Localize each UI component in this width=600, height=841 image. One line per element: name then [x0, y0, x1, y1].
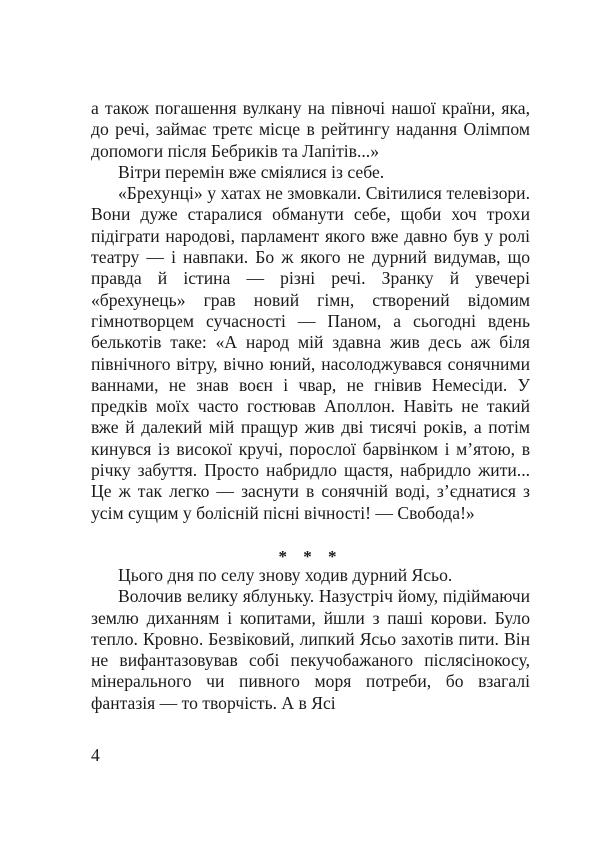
paragraph-yasio: Цього дня по селу знову ходив дурний Ясьо. [118, 565, 453, 585]
paragraph-apple-tree: Волочив велику яблуньку. Назустріч йому, підіймаючи землю диханням і копитами, йшли з паші корови. Було тепло. Кровно. Безвіковий, липкий Ясьо захотів пити. Він не вифантазовував собі пекучобажаного післясінокосу, мінерального чи пивного моря потреби, бо взагалі фантазія — то творчість. А в Ясі [91, 586, 530, 713]
text-section-1 [91, 98, 530, 524]
paragraph-continuation: а також погашення вулкану на півночі нашої країни, яка, до речі, займає третє місце в рейтингу надання Олімпом допомоги після Бебриків та Лапітів...» [91, 98, 530, 161]
section-separator: * * * [278, 547, 343, 566]
text-section-2 [91, 565, 530, 714]
page-number: 4 [91, 745, 100, 765]
paragraph-radios: «Брехунці» у хатах не змовкали. Світилися телевізори. Вони дуже старалися обманути себе, щоби хоч трохи підіграти народові, парламент якого вже давно був у ролі театру — і навпаки. Бо ж якого не дурний видумав, що правда й істина — різні речі. Зранку й увечері «брехунець» грав новий гімн, створений відомим гімнотворцем сучасності — Паном, а сьогодні вдень белькотів таке: «А народ мій здавна жив десь аж біля північного вітру, вічно юний, насолоджувався сонячними ваннами, не знав воєн і чвар, не гнівив Немесіди. У предків моїх часто гостював Аполлон. Навіть не такий вже й далекий мій пращур жив дві тисячі років, а потім кинувся із високої кручі, порослої барвінком і м’ятою, в річку забуття. Просто набридло щастя, набридло жити... Це ж так легко — заснути в сонячній воді, з’єднатися з усім сущим у болісній пісні вічності! — Свобода!» [91, 183, 530, 523]
paragraph-winds: Вітри перемін вже сміялися із себе. [118, 161, 385, 182]
